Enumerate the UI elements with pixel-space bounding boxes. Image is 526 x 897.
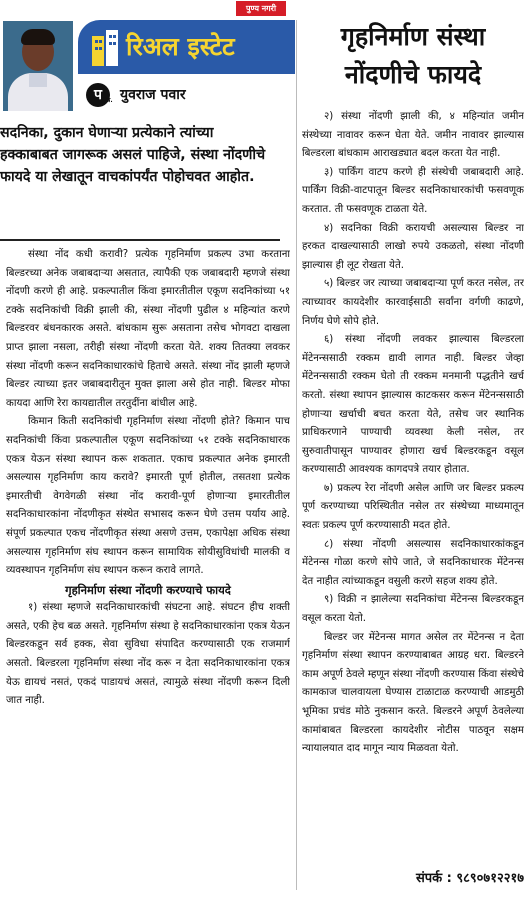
column-header — [0, 16, 295, 116]
masthead-brand: पुण्य नगरी — [236, 1, 286, 16]
article-title: गृहनिर्माण संस्था नोंदणीचे फायदे — [340, 22, 486, 89]
divider — [0, 239, 280, 241]
body-paragraph: ९) विक्री न झालेल्या सदनिकांचा मेंटेनन्स बिल्डरकडून वसूल करता येतो. — [302, 594, 524, 625]
article-lead: सदनिका, दुकान घेणाऱ्या प्रत्येकाने त्यांच्या हक्काबाबत जागरूक असलं पाहिजे, संस्था नोंदणीचे फायदे या लेखातून वाचकांपर्यंत पोहोचवत आहोत. — [0, 125, 266, 185]
column-divider — [296, 20, 297, 890]
body-paragraph: ४) सदनिका विक्री करायची असल्यास बिल्डर ना हरकत दाखल्यासाठी लाखो रुपये उकळतो, संस्था नोंदणी झाल्यास ही लूट रोखता येते. — [302, 222, 524, 271]
body-paragraph: बिल्डर जर मेंटेनन्स मागत असेल तर मेंटेनन्स न देता गृहनिर्माण संस्था स्थापन करण्याबाबत आग्रह धरा. बिल्डरने काम अपूर्ण ठेवले म्हणून संस्था नोंदणी करण्यास किंवा संस्थेचे कामकाज चालवायला घेण्यास टाळाटाळ करण्याची आडमुठी भूमिका प्रचंड मोठे नुकसान करते. बिल्डरने अपूर्ण ठेवलेल्या कामांबाबत बिल्डरला कायदेशीर नोटीस पाठवून सक्षम न्यायालयात दाद मागून न्याय मिळवता येतो. — [302, 631, 524, 755]
body-paragraph: ३) पार्किंग वाटप करणे ही संस्थेची जबाबदारी आहे. पार्किंग विक्री-वाटपातून बिल्डर सदनिकाधारकांची फसवणूक करतात. ती फसवणूक टाळता येते. — [302, 166, 524, 215]
author-photo — [3, 21, 73, 111]
body-paragraph: १) संस्था म्हणजे सदनिकाधारकांची संघटना आहे. संघटन हीच शक्ती असते, एकी हेच बळ असते. गृहनिर्माण संस्था हे सदनिकाधारकांना एकत्र येऊन बिल्डरकडून सर्व हक्क, सेवा सुविधा संपादित करण्यासाठी एक राजमार्ग असतो. बिल्डरला गृहनिर्माण संस्था नोंद करू न देता सदनिकाधारकांना एकत्र येऊ द्यायचं नसतं, एकदं पाडायचं असतं, त्यामुळे संस्था नोंदणी करून दिली जात नाही. — [6, 602, 290, 707]
body-paragraph: किमान किती सदनिकांची गृहनिर्माण संस्था नोंदणी होते? किमान पाच सदनिकांची किंवा प्रकल्पातील एकूण सदनिकांच्या ५१ टक्के सदनिकाधारक एकत्र येऊन संस्था स्थापन करू शकतात. एकाच प्रकल्पात अनेक इमारती असल्यास गृहनिर्माण काय करावे? इमारती पूर्ण होतील, तसतशा प्रत्येक इमारतीची वेगवेगळी संस्था नोंद करावी-पूर्ण होणाऱ्या इमारतीतील सदनिकाधारकांना नोंदणीकृत संस्थेत सभासद करून घेणे उत्तम पर्याय आहे. संपूर्ण प्रकल्पात एकच नोंदणीकृत संस्था असणे उत्तम, एकापेक्षा अधिक संस्था असल्यास गृहनिर्माण संघ स्थापन करून सामायिक सोयीसुविधांची मालकी व व्यवस्थापन गृहनिर्माण संघ स्थापन करून करावे लागते. — [6, 416, 290, 577]
section-subheading: गृहनिर्माण संस्था नोंदणी करण्याचे फायदे — [65, 582, 231, 597]
column-banner — [78, 20, 295, 74]
body-paragraph: ८) संस्था नोंदणी असल्यास सदनिकाधारकांकडून मेंटेनन्स गोळा करणे सोपे जाते, जे सदनिकाधारक मेंटेनन्स देत नाहीत त्यांच्याकडून वसुली करणे सहज शक्य होते. — [302, 538, 524, 587]
article-column-right — [302, 108, 524, 868]
author-byline — [78, 78, 295, 112]
body-paragraph: ५) बिल्डर जर त्याच्या जबाबदाऱ्या पूर्ण करत नसेल, तर त्याच्यावर कायदेशीर कारवाईसाठी सर्वांना वर्गणी काढणे, निर्णय घेणे सोपे होते. — [302, 278, 524, 327]
body-paragraph: ६) संस्था नोंदणी लवकर झाल्यास बिल्डरला मेंटेनन्ससाठी रक्कम द्यावी लागत नाही. बिल्डर जेव्हा मेंटेनन्ससाठी रक्कम घेतो ती रक्कम मनमानी पद्धतीने खर्च करतो. संस्था स्थापन झाल्यास काटकसर करून मेंटेनन्ससाठी होणाऱ्या खर्चाची बचत करता येते, तसेच जर स्थानिक प्राधिकरणाने पाण्याची व्यवस्था केली नसेल, तर सुरुवातीपासून पाण्यावर होणारा खर्च बिल्डरकडून वसूल करण्यासाठी आवश्यक कागदपत्रे तयार होतात. — [302, 334, 524, 476]
body-paragraph: ७) प्रकल्प रेरा नोंदणी असेल आणि जर बिल्डर प्रकल्प पूर्ण करण्याच्या परिस्थितीत नसेल तर संस्थेच्या माध्यमातून स्वतः प्रकल्प पूर्ण करण्यासाठी मदत होते. — [302, 482, 524, 532]
building-icon — [90, 28, 120, 66]
body-paragraph: संस्था नोंद कधी करावी? प्रत्येक गृहनिर्माण प्रकल्प उभा करताना बिल्डरच्या अनेक जबाबदाऱ्या असतात, त्यापैकी एक जबाबदारी म्हणजे संस्था नोंदणी करणे ही आहे. प्रकल्पातील किंवा इमारतीतील एकूण सदनिकांच्या ५१ टक्के सदनिकांची विक्री झाली की, संस्था नोंदणी पुढील ४ महिन्यांत करणे बिल्डरवर बंधनकारक असते. बांधकाम सुरू असताना तसेच भोगवटा दाखला प्राप्त झाला नसला, तरीही संस्था नोंदणी करता येते. शक्य तितक्या लवकर संस्था नोंदणी करून सदनिकाधारकांचे हिताचे असते. संस्था नोंद झाली म्हणजे बिल्डर त्याच्या इतर जबाबदारीतून मुक्त झाला असे होत नाही. बिल्डर मोफा कायदा आणि रेरा कायद्यातील तरतुदींना बांधील आहे. — [6, 249, 290, 409]
column-title: रिअल इस्टेट — [126, 32, 235, 61]
contact-number: संपर्क : ९८९०७१२२१७ — [415, 871, 524, 886]
article-column-left — [6, 246, 290, 891]
author-name: युवराज पवार — [120, 87, 186, 103]
body-paragraph: २) संस्था नोंदणी झाली की, ४ महिन्यांत जमीन संस्थेच्या नावावर करून घेता येते. जमीन नावावर झाल्यास बिल्डरला बांधकाम आराखड्यात बदल करता येत नाही. — [302, 111, 524, 160]
author-logo: प प्र. — [86, 83, 110, 107]
